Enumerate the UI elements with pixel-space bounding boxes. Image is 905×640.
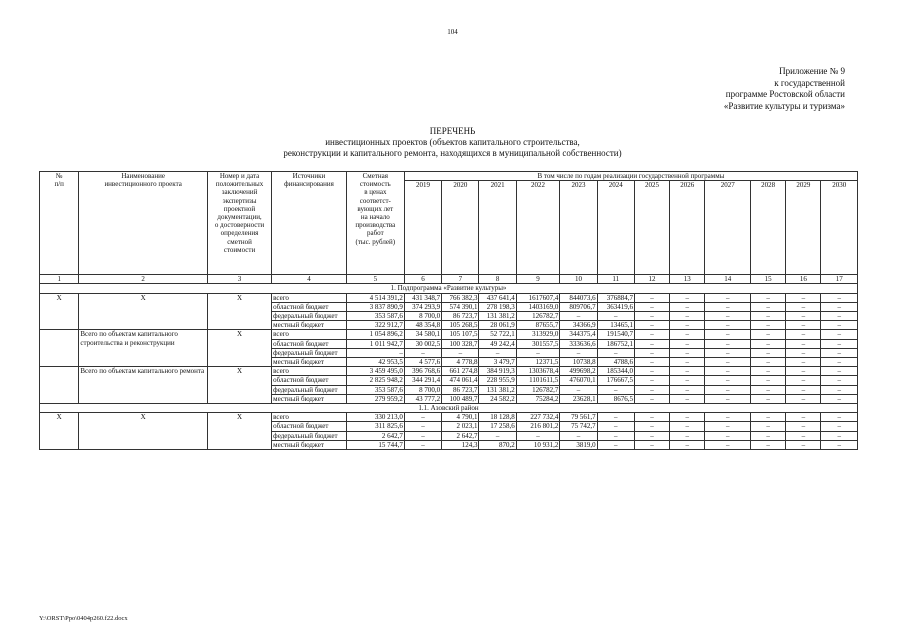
- estimated-cost: 353 587,6: [346, 385, 404, 394]
- year-value: 75284,2: [516, 394, 560, 403]
- year-value: –: [670, 293, 705, 302]
- year-value: –: [479, 431, 516, 440]
- year-value: –: [821, 330, 858, 339]
- section-row: [40, 284, 858, 293]
- year-value: –: [634, 321, 669, 330]
- year-value: –: [670, 440, 705, 449]
- year-value: 86 723,7: [442, 385, 479, 394]
- column-number: 8: [479, 275, 516, 284]
- year-value: –: [560, 385, 597, 394]
- year-value: 28 061,9: [479, 321, 516, 330]
- year-value: –: [670, 422, 705, 431]
- year-header: 2029: [786, 181, 821, 275]
- year-value: 216 801,2: [516, 422, 560, 431]
- year-value: –: [786, 358, 821, 367]
- year-value: –: [705, 348, 751, 357]
- year-value: –: [560, 348, 597, 357]
- year-value: –: [634, 312, 669, 321]
- header-name: Наименование инвестиционного проекта: [79, 172, 208, 275]
- funding-source: областной бюджет: [272, 339, 347, 348]
- funding-source: местный бюджет: [272, 394, 347, 403]
- year-value: –: [786, 394, 821, 403]
- year-value: 52 722,1: [479, 330, 516, 339]
- year-header: 2023: [560, 181, 597, 275]
- year-value: 191540,7: [597, 330, 634, 339]
- year-value: –: [751, 431, 786, 440]
- year-value: –: [634, 385, 669, 394]
- year-value: –: [751, 376, 786, 385]
- column-number: 4: [272, 275, 347, 284]
- year-value: 105 107,5: [442, 330, 479, 339]
- year-value: 176667,5: [597, 376, 634, 385]
- year-value: –: [404, 440, 441, 449]
- year-value: 17 258,6: [479, 422, 516, 431]
- investment-projects-table: [39, 171, 858, 450]
- year-value: –: [786, 385, 821, 394]
- year-header: 2022: [516, 181, 560, 275]
- year-value: –: [634, 293, 669, 302]
- appendix-line: программе Ростовской области: [725, 89, 845, 99]
- year-value: –: [705, 321, 751, 330]
- year-value: –: [786, 321, 821, 330]
- year-value: 30 002,5: [404, 339, 441, 348]
- year-value: 2 023,1: [442, 422, 479, 431]
- year-value: –: [670, 394, 705, 403]
- year-value: 4 778,8: [442, 358, 479, 367]
- header-num: № п/п: [40, 172, 79, 275]
- year-value: –: [634, 440, 669, 449]
- year-value: –: [821, 367, 858, 376]
- year-value: –: [751, 422, 786, 431]
- estimated-cost: –: [346, 348, 404, 357]
- year-value: –: [670, 339, 705, 348]
- year-value: –: [786, 440, 821, 449]
- year-value: 476070,1: [560, 376, 597, 385]
- column-number: 7: [442, 275, 479, 284]
- year-value: –: [786, 330, 821, 339]
- funding-source: всего: [272, 330, 347, 339]
- year-value: –: [786, 422, 821, 431]
- year-value: 1101611,5: [516, 376, 560, 385]
- year-value: –: [705, 422, 751, 431]
- year-value: 10 931,2: [516, 440, 560, 449]
- column-number: 6: [404, 275, 441, 284]
- year-value: 333636,6: [560, 339, 597, 348]
- year-value: 18 128,8: [479, 413, 516, 422]
- year-value: –: [751, 385, 786, 394]
- project-name: Х: [79, 293, 208, 330]
- year-value: –: [634, 394, 669, 403]
- year-value: –: [634, 358, 669, 367]
- column-number: 2: [79, 275, 208, 284]
- year-value: –: [751, 302, 786, 311]
- year-value: 278 198,3: [479, 302, 516, 311]
- estimated-cost: 279 959,2: [346, 394, 404, 403]
- year-value: –: [786, 348, 821, 357]
- year-value: 431 348,7: [404, 293, 441, 302]
- estimated-cost: 4 514 391,2: [346, 293, 404, 302]
- year-value: –: [751, 367, 786, 376]
- table-row: [40, 367, 858, 376]
- year-value: –: [705, 358, 751, 367]
- year-value: –: [404, 348, 441, 357]
- year-header: 2020: [442, 181, 479, 275]
- year-value: –: [705, 394, 751, 403]
- year-value: 131 381,2: [479, 312, 516, 321]
- year-header: 2025: [634, 181, 669, 275]
- header-cost: Сметная стоимость в ценах соответст- вующих лет на начало производства работ (тыс. рублей): [346, 172, 404, 275]
- column-number: 10: [560, 275, 597, 284]
- year-value: –: [597, 440, 634, 449]
- estimated-cost: 1 011 942,7: [346, 339, 404, 348]
- year-value: –: [821, 302, 858, 311]
- year-value: –: [634, 413, 669, 422]
- year-value: –: [670, 330, 705, 339]
- year-header: 2024: [597, 181, 634, 275]
- appendix-line: «Развитие культуры и туризма»: [723, 100, 845, 111]
- year-value: –: [560, 431, 597, 440]
- year-value: 10738,8: [560, 358, 597, 367]
- table-row: [40, 293, 858, 302]
- year-value: –: [634, 422, 669, 431]
- year-header: 2021: [479, 181, 516, 275]
- column-number: 16: [786, 275, 821, 284]
- year-value: 100 489,7: [442, 394, 479, 403]
- estimated-cost: 2 825 948,2: [346, 376, 404, 385]
- year-value: –: [751, 413, 786, 422]
- year-value: 363419,6: [597, 302, 634, 311]
- year-value: –: [751, 330, 786, 339]
- year-value: –: [404, 413, 441, 422]
- year-value: 809706,7: [560, 302, 597, 311]
- year-value: –: [786, 312, 821, 321]
- year-value: –: [786, 339, 821, 348]
- year-value: 766 382,3: [442, 293, 479, 302]
- year-value: 313929,0: [516, 330, 560, 339]
- year-value: –: [751, 312, 786, 321]
- column-number: 12: [634, 275, 669, 284]
- year-value: 227 732,4: [516, 413, 560, 422]
- year-value: 8676,5: [597, 394, 634, 403]
- year-value: 48 354,8: [404, 321, 441, 330]
- page-number: 104: [447, 28, 458, 36]
- year-value: –: [751, 440, 786, 449]
- estimated-cost: 42 953,5: [346, 358, 404, 367]
- year-value: 844073,6: [560, 293, 597, 302]
- funding-source: федеральный бюджет: [272, 312, 347, 321]
- year-value: –: [821, 440, 858, 449]
- header-source: Источники финансирования: [272, 172, 347, 275]
- year-value: 228 955,9: [479, 376, 516, 385]
- year-value: 105 268,5: [442, 321, 479, 330]
- year-value: 661 274,8: [442, 367, 479, 376]
- year-value: 1303678,4: [516, 367, 560, 376]
- year-value: –: [634, 348, 669, 357]
- column-number: 15: [751, 275, 786, 284]
- year-value: 4 790,1: [442, 413, 479, 422]
- year-value: 75 742,7: [560, 422, 597, 431]
- header-expertise: Номер и дата положительных заключений экспертизы проектной документации, о достоверности определения сметной стоимости: [207, 172, 271, 275]
- year-value: –: [705, 440, 751, 449]
- table-row: [40, 413, 858, 422]
- header-row: [40, 172, 858, 181]
- year-value: 8 700,0: [404, 312, 441, 321]
- title-heading: ПЕРЕЧЕНЬ: [429, 126, 476, 136]
- year-value: 86 723,7: [442, 312, 479, 321]
- funding-source: федеральный бюджет: [272, 431, 347, 440]
- year-value: –: [670, 376, 705, 385]
- funding-source: областной бюджет: [272, 376, 347, 385]
- funding-source: областной бюджет: [272, 302, 347, 311]
- appendix-line: к государственной: [774, 77, 845, 88]
- column-number: 11: [597, 275, 634, 284]
- year-value: –: [786, 302, 821, 311]
- year-value: 1617607,4: [516, 293, 560, 302]
- estimated-cost: 15 744,7: [346, 440, 404, 449]
- year-value: –: [404, 431, 441, 440]
- year-value: 344 291,4: [404, 376, 441, 385]
- year-value: 4 577,6: [404, 358, 441, 367]
- year-value: –: [705, 312, 751, 321]
- funding-source: всего: [272, 413, 347, 422]
- year-value: –: [786, 431, 821, 440]
- year-value: –: [705, 413, 751, 422]
- year-value: 13465,1: [597, 321, 634, 330]
- year-value: 124,3: [442, 440, 479, 449]
- year-value: 474 061,4: [442, 376, 479, 385]
- year-value: –: [705, 385, 751, 394]
- year-value: –: [670, 385, 705, 394]
- year-value: –: [670, 358, 705, 367]
- year-value: 870,2: [479, 440, 516, 449]
- year-value: –: [705, 302, 751, 311]
- project-name: Х: [79, 413, 208, 450]
- year-value: 396 768,6: [404, 367, 441, 376]
- year-value: –: [751, 358, 786, 367]
- year-value: –: [821, 413, 858, 422]
- year-value: 4788,6: [597, 358, 634, 367]
- year-value: –: [597, 413, 634, 422]
- header-years-group: В том числе по годам реализации государственной программы: [404, 172, 857, 181]
- year-value: –: [821, 358, 858, 367]
- year-value: 376884,7: [597, 293, 634, 302]
- year-value: 87655,7: [516, 321, 560, 330]
- year-value: –: [404, 422, 441, 431]
- row-number: [40, 330, 79, 367]
- funding-source: федеральный бюджет: [272, 385, 347, 394]
- year-header: 2027: [705, 181, 751, 275]
- column-number: 5: [346, 275, 404, 284]
- funding-source: местный бюджет: [272, 440, 347, 449]
- year-value: –: [670, 367, 705, 376]
- year-value: –: [670, 413, 705, 422]
- year-value: 185344,0: [597, 367, 634, 376]
- year-value: –: [670, 431, 705, 440]
- year-value: –: [670, 302, 705, 311]
- funding-source: областной бюджет: [272, 422, 347, 431]
- estimated-cost: 353 587,6: [346, 312, 404, 321]
- estimated-cost: 1 054 896,2: [346, 330, 404, 339]
- year-value: –: [705, 376, 751, 385]
- year-value: 43 777,2: [404, 394, 441, 403]
- expertise-ref: Х: [207, 293, 271, 330]
- year-value: 344375,4: [560, 330, 597, 339]
- year-value: –: [597, 312, 634, 321]
- year-value: –: [821, 321, 858, 330]
- column-numbers-row: [40, 275, 858, 284]
- estimated-cost: 2 642,7: [346, 431, 404, 440]
- year-value: –: [821, 293, 858, 302]
- year-value: –: [634, 376, 669, 385]
- year-value: 12371,5: [516, 358, 560, 367]
- year-value: –: [786, 376, 821, 385]
- column-number: 13: [670, 275, 705, 284]
- year-value: –: [479, 348, 516, 357]
- year-value: –: [786, 293, 821, 302]
- year-value: 1403169,0: [516, 302, 560, 311]
- year-value: 8 700,0: [404, 385, 441, 394]
- section-row: [40, 404, 858, 413]
- column-number: 14: [705, 275, 751, 284]
- year-value: –: [786, 367, 821, 376]
- year-value: –: [821, 348, 858, 357]
- year-value: –: [821, 431, 858, 440]
- year-value: 79 561,7: [560, 413, 597, 422]
- year-value: 126782,7: [516, 312, 560, 321]
- estimated-cost: 322 912,7: [346, 321, 404, 330]
- year-value: –: [751, 321, 786, 330]
- year-value: –: [597, 431, 634, 440]
- expertise-ref: Х: [207, 330, 271, 367]
- year-value: 2 642,7: [442, 431, 479, 440]
- year-value: –: [597, 385, 634, 394]
- year-value: –: [670, 321, 705, 330]
- funding-source: местный бюджет: [272, 321, 347, 330]
- year-value: –: [516, 348, 560, 357]
- funding-source: всего: [272, 293, 347, 302]
- year-value: –: [670, 312, 705, 321]
- year-value: –: [821, 312, 858, 321]
- year-value: 3819,0: [560, 440, 597, 449]
- table-row: [40, 330, 858, 339]
- estimated-cost: 3 459 495,0: [346, 367, 404, 376]
- project-name: Всего по объектам капитального ремонта: [79, 367, 208, 404]
- estimated-cost: 3 837 890,9: [346, 302, 404, 311]
- appendix-line: Приложение № 9: [779, 66, 845, 76]
- year-value: –: [705, 330, 751, 339]
- year-value: –: [821, 422, 858, 431]
- row-number: [40, 367, 79, 404]
- year-value: 499698,2: [560, 367, 597, 376]
- year-value: 100 328,7: [442, 339, 479, 348]
- column-number: 1: [40, 275, 79, 284]
- year-value: –: [634, 339, 669, 348]
- funding-source: федеральный бюджет: [272, 348, 347, 357]
- year-value: 49 242,4: [479, 339, 516, 348]
- year-header: 2026: [670, 181, 705, 275]
- year-value: 34366,9: [560, 321, 597, 330]
- section-title: 1.1. Азовский район: [40, 404, 858, 413]
- year-value: 574 390,1: [442, 302, 479, 311]
- row-number: Х: [40, 413, 79, 450]
- section-title: 1. Подпрограмма «Развитие культуры»: [40, 284, 858, 293]
- year-value: –: [705, 339, 751, 348]
- year-value: –: [560, 312, 597, 321]
- year-value: –: [705, 293, 751, 302]
- title-line-2: реконструкции и капитального ремонта, находящихся в муниципальной собственности): [283, 148, 622, 158]
- year-header: 2028: [751, 181, 786, 275]
- funding-source: всего: [272, 367, 347, 376]
- year-value: –: [516, 431, 560, 440]
- year-header: 2019: [404, 181, 441, 275]
- year-value: 3 479,7: [479, 358, 516, 367]
- year-value: –: [705, 431, 751, 440]
- footer-file-path: Y:\ORST\Ppo\0404p260.f22.docx: [39, 615, 128, 622]
- year-value: –: [670, 348, 705, 357]
- year-value: –: [751, 348, 786, 357]
- column-number: 3: [207, 275, 271, 284]
- year-value: 186752,1: [597, 339, 634, 348]
- year-value: –: [786, 413, 821, 422]
- year-value: 374 293,9: [404, 302, 441, 311]
- year-value: –: [751, 293, 786, 302]
- year-value: –: [821, 385, 858, 394]
- column-number: 9: [516, 275, 560, 284]
- appendix-block: [724, 66, 845, 112]
- year-value: –: [751, 394, 786, 403]
- year-value: 437 641,4: [479, 293, 516, 302]
- year-value: 23628,1: [560, 394, 597, 403]
- year-value: 34 580,1: [404, 330, 441, 339]
- year-value: –: [634, 330, 669, 339]
- year-value: –: [634, 431, 669, 440]
- row-number: Х: [40, 293, 79, 330]
- year-value: –: [821, 339, 858, 348]
- year-value: –: [442, 348, 479, 357]
- estimated-cost: 311 825,6: [346, 422, 404, 431]
- year-value: 301557,5: [516, 339, 560, 348]
- year-value: –: [597, 348, 634, 357]
- year-value: –: [634, 367, 669, 376]
- year-value: 126782,7: [516, 385, 560, 394]
- document-title: [0, 126, 905, 159]
- year-value: –: [821, 394, 858, 403]
- year-value: –: [597, 422, 634, 431]
- year-header: 2030: [821, 181, 858, 275]
- year-value: –: [821, 376, 858, 385]
- year-value: 24 582,2: [479, 394, 516, 403]
- expertise-ref: Х: [207, 413, 271, 450]
- funding-source: местный бюджет: [272, 358, 347, 367]
- column-number: 17: [821, 275, 858, 284]
- project-name: Всего по объектам капитального строительства и реконструкции: [79, 330, 208, 367]
- title-line-1: инвестиционных проектов (объектов капитального строительства,: [325, 137, 580, 147]
- year-value: –: [634, 302, 669, 311]
- expertise-ref: Х: [207, 367, 271, 404]
- year-value: 131 381,2: [479, 385, 516, 394]
- year-value: 384 919,3: [479, 367, 516, 376]
- year-value: –: [705, 367, 751, 376]
- year-value: –: [751, 339, 786, 348]
- estimated-cost: 330 213,0: [346, 413, 404, 422]
